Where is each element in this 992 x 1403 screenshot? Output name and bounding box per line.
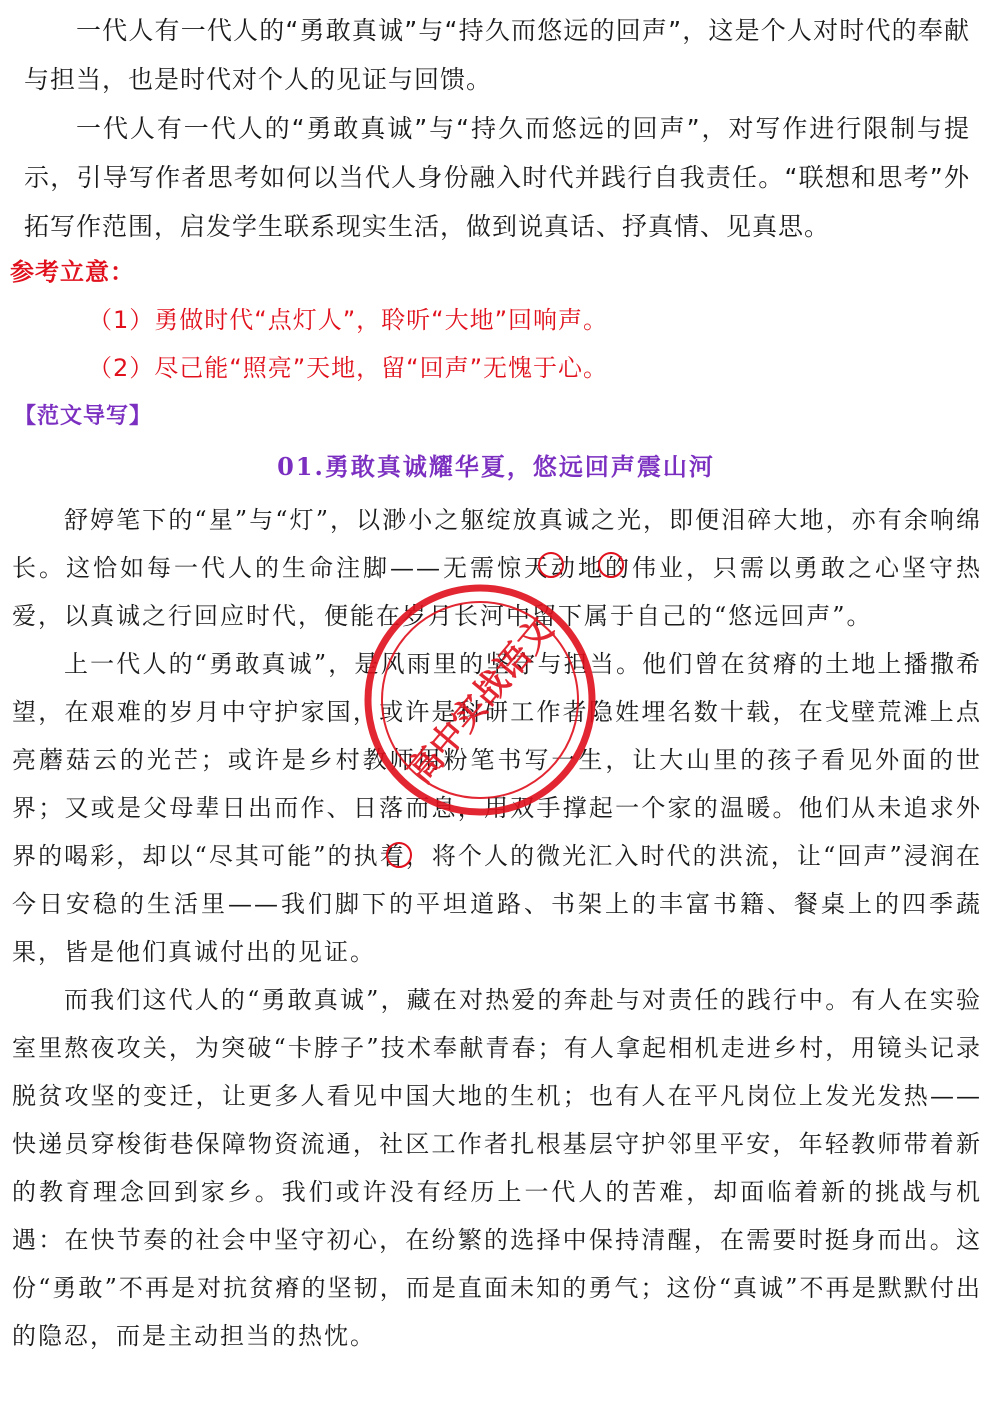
reference-point: （1）勇做时代“点灯人”，聆听“大地”回响声。: [88, 306, 609, 334]
reference-heading: 参考立意：: [10, 258, 135, 286]
reference-point: （2）尽己能“照亮”天地，留“回声”无愧于心。: [88, 354, 609, 382]
section-tag: 【范文导写】: [14, 404, 153, 429]
intro-section: [0, 6, 992, 251]
intro-paragraph: 一代人有一代人的“勇敢真诚”与“持久而悠远的回声”，这是个人对时代的奉献与担当，也是时代对个人的见证与回馈。: [24, 16, 970, 94]
essay-paragraph: 而我们这代人的“勇敢真诚”，藏在对热爱的奔赴与对责任的践行中。有人在实验室里熬夜攻关，为突破“卡脖子”技术奉献青春；有人拿起相机走进乡村，用镜头记录脱贫攻坚的变迁，让更多人看见中国大地的生机；也有人在平凡岗位上发光发热——快递员穿梭街巷保障物资流通，社区工作者扎根基层守护邻里平安，年轻教师带着新的教育理念回到家乡。我们或许没有经历上一代人的苦难，却面临着新的挑战与机遇：在快节奏的社会中坚守初心，在纷繁的选择中保持清醒，在需要时挺身而出。这份“勇敢”不再是对抗贫瘠的坚韧，而是直面未知的勇气；这份“真诚”不再是默默付出的隐忍，而是主动担当的热忱。: [12, 986, 982, 1350]
watermark-text: 高中实战语文: [399, 609, 562, 792]
reference-points: [88, 296, 608, 392]
essay-body: [0, 496, 992, 1360]
essay-paragraph: 舒婷笔下的“星”与“灯”，以渺小之躯绽放真诚之光，即便泪碎大地，亦有余响绵长。这恰如每一代人的生命注脚——无需惊天动地的伟业，只需以勇敢之心坚守热爱，以真诚之行回应时代，便能在岁月长河中留下属于自己的“悠远回声”。: [12, 506, 982, 630]
intro-paragraph: 一代人有一代人的“勇敢真诚”与“持久而悠远的回声”，对写作进行限制与提示，引导写作者思考如何以当代人身份融入时代并践行自我责任。“联想和思考”外拓写作范围，启发学生联系现实生活，做到说真话、抒真情、见真思。: [24, 114, 970, 241]
essay-title: 01.勇敢真诚耀华夏，悠远回声震山河: [277, 452, 715, 481]
essay-paragraph: 上一代人的“勇敢真诚”，是风雨里的坚守与担当。他们曾在贫瘠的土地上播撒希望，在艰难的岁月中守护家国，或许是科研工作者隐姓埋名数十载，在戈壁荒滩上点亮蘑菇云的光芒；或许是乡村教师用粉笔书写一生，让大山里的孩子看见外面的世界；又或是父母辈日出而作、日落而息，用双手撑起一个家的温暖。他们从未追求外界的喝彩，却以“尽其可能”的执着，将个人的微光汇入时代的洪流，让“回声”浸润在今日安稳的生活里——我们脚下的平坦道路、书架上的丰富书籍、餐桌上的四季蔬果，皆是他们真诚付出的见证。: [12, 650, 982, 966]
